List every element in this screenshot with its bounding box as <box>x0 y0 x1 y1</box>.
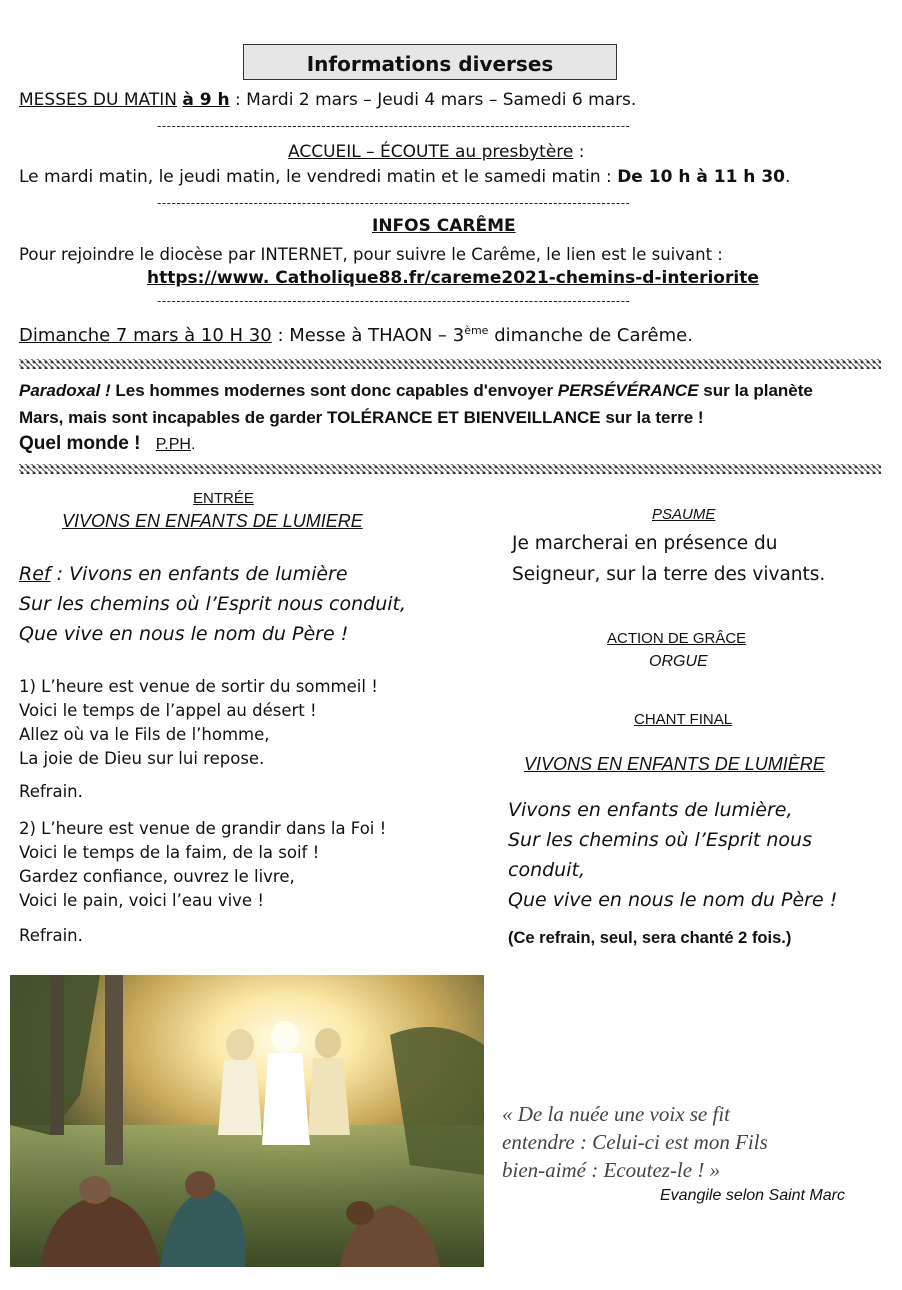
separator-3: -------------------------------------------------------------------------------------------------- <box>157 294 631 308</box>
messes-label: MESSES DU MATIN <box>19 90 177 110</box>
careme-link[interactable]: https://www. Catholique88.fr/careme2021-chemins-d-interiorite <box>147 268 759 288</box>
messes-time: à 9 h <box>182 90 230 110</box>
accueil-end: . <box>785 167 791 187</box>
accueil-hours: De 10 h à 11 h 30 <box>617 167 785 187</box>
paradoxal-p2: sur la planète Mars, mais sont incapables de garder TOLÉRANCE ET BIENVEILLANCE sur la terre ! <box>19 381 813 427</box>
quote-line: entendre : Celui-ci est mon Fils <box>502 1130 768 1154</box>
refrain-note-1: Refrain. <box>19 782 83 801</box>
ref-label: Ref <box>19 563 51 585</box>
dimanche-end: dimanche de Carême. <box>488 325 693 346</box>
dimanche-text: : Messe à THAON – 3 <box>271 325 465 346</box>
chant-final-note: (Ce refrain, seul, sera chanté 2 fois.) <box>508 929 792 947</box>
transfiguration-painting <box>10 975 484 1267</box>
refrain-note-2: Refrain. <box>19 926 83 945</box>
careme-text: Pour rejoindre le diocèse par INTERNET, pour suivre le Carême, le lien est le suivant : <box>19 245 723 264</box>
refrain-line-2: Sur les chemins où l’Esprit nous conduit, <box>19 593 407 615</box>
verse-line: 2) L’heure est venue de grandir dans la Foi ! <box>19 819 387 838</box>
psaume-text <box>512 528 825 590</box>
verse-line: Gardez confiance, ouvrez le livre, <box>19 867 295 886</box>
lyric-line: conduit, <box>508 859 585 881</box>
paradoxal-signature: P.PH <box>155 436 191 453</box>
verse-line: Voici le pain, voici l’eau vive ! <box>19 891 264 910</box>
accueil-title-line <box>288 142 585 162</box>
lyric-line: Vivons en enfants de lumière, <box>508 799 793 821</box>
chant-final-label: CHANT FINAL <box>634 711 733 728</box>
dimanche-line <box>19 324 693 346</box>
entree-verse-2 <box>19 817 386 913</box>
verse-line: Voici le temps de la faim, de la soif ! <box>19 843 320 862</box>
dimanche-sup: ème <box>464 324 489 337</box>
paradoxal-perseverance: PERSÉVÉRANCE <box>557 381 699 400</box>
paradoxal-message <box>19 377 849 431</box>
chant-final-title: VIVONS EN ENFANTS DE LUMIÈRE <box>524 754 825 774</box>
psaume-label: PSAUME <box>652 506 716 523</box>
quote-line: bien-aimé : Ecoutez-le ! » <box>502 1158 721 1182</box>
entree-verse-1 <box>19 675 378 771</box>
ornament-border-bottom <box>19 464 881 474</box>
action-label: ACTION DE GRÂCE <box>607 630 747 647</box>
accueil-title: ACCUEIL – ÉCOUTE au presbytère <box>288 142 574 162</box>
paradoxal-lead: Paradoxal ! <box>19 381 111 400</box>
accueil-colon: : <box>573 142 585 162</box>
messes-days: : Mardi 2 mars – Jeudi 4 mars – Samedi 6 mars. <box>229 90 637 110</box>
refrain-line-1: Ref : Vivons en enfants de lumière <box>19 563 348 585</box>
entree-title: VIVONS EN ENFANTS DE LUMIERE <box>62 511 363 531</box>
quote-line: « De la nuée une voix se fit <box>502 1102 731 1126</box>
paradoxal-closing <box>19 433 195 455</box>
separator-2: -------------------------------------------------------------------------------------------------- <box>157 196 631 210</box>
verse-line: Voici le temps de l’appel au désert ! <box>19 701 317 720</box>
psaume-line: Je marcherai en présence du <box>512 533 778 554</box>
accueil-text-line <box>19 167 790 187</box>
careme-title: INFOS CARÊME <box>372 216 516 236</box>
ornament-border-top <box>19 359 881 369</box>
accueil-text: Le mardi matin, le jeudi matin, le vendredi matin et le samedi matin : <box>19 167 618 187</box>
psaume-line: Seigneur, sur la terre des vivants. <box>512 564 826 585</box>
lyric-line: Que vive en nous le nom du Père ! <box>508 889 838 911</box>
chant-final-lyrics <box>508 795 893 915</box>
dimanche-date: Dimanche 7 mars à 10 H 30 <box>19 325 272 346</box>
paradoxal-dot: . <box>190 436 196 453</box>
refrain-line-3: Que vive en nous le nom du Père ! <box>19 623 349 645</box>
action-value: ORGUE <box>649 653 708 670</box>
messes-line <box>19 90 636 110</box>
verse-line: Allez où va le Fils de l’homme, <box>19 725 270 744</box>
gospel-quote <box>502 1100 768 1184</box>
verse-line: 1) L’heure est venue de sortir du sommeil ! <box>19 677 378 696</box>
lyric-line: Sur les chemins où l’Esprit nous <box>508 829 812 851</box>
entree-refrain <box>19 559 489 649</box>
verse-line: La joie de Dieu sur lui repose. <box>19 749 265 768</box>
paradoxal-p3: Quel monde ! <box>19 433 141 454</box>
separator-1: -------------------------------------------------------------------------------------------------- <box>157 119 631 133</box>
paradoxal-p1: Les hommes modernes sont donc capables d'envoyer <box>110 381 558 400</box>
section-title: Informations diverses <box>243 44 617 80</box>
quote-source: Evangile selon Saint Marc <box>660 1187 845 1204</box>
entree-label: ENTRÉE <box>193 490 254 507</box>
